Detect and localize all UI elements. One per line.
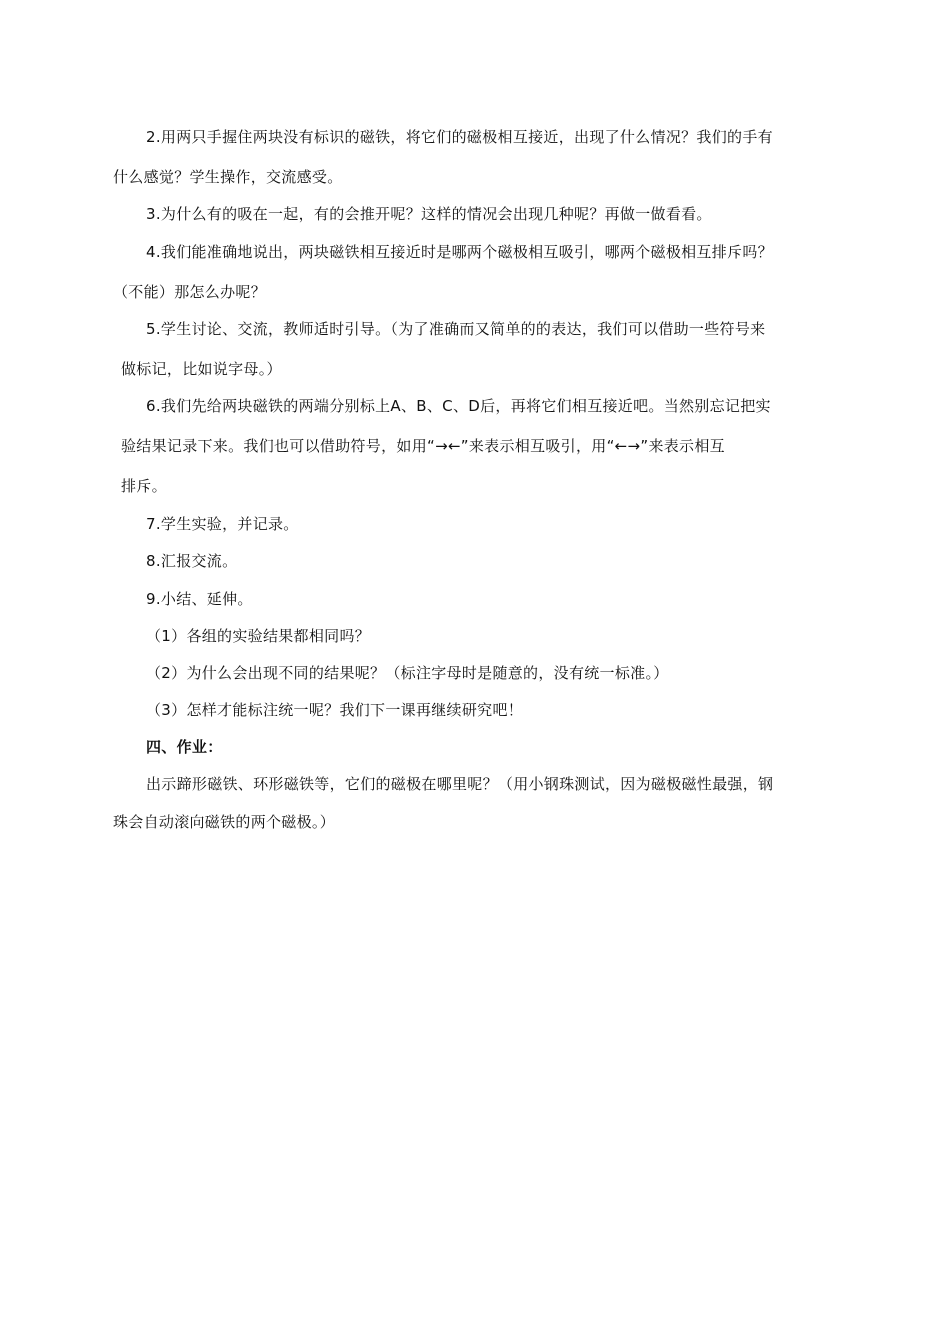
paragraph-9: 9.小结、延伸。 bbox=[146, 590, 253, 608]
paragraph-7: 7.学生实验，并记录。 bbox=[146, 515, 299, 533]
sub-item-3: （3）怎样才能标注统一呢？我们下一课再继续研究吧！ bbox=[146, 701, 524, 719]
paragraph-3: 3.为什么有的吸在一起，有的会推开呢？这样的情况会出现几种呢？再做一做看看。 bbox=[146, 205, 712, 223]
paragraph-2-line-1: 2.用两只手握住两块没有标识的磁铁，将它们的磁极相互接近，出现了什么情况？我们的手有 bbox=[146, 128, 773, 146]
paragraph-5-line-1: 5.学生讨论、交流，教师适时引导。（为了准确而又简单的的表达，我们可以借助一些符号来 bbox=[146, 320, 766, 338]
paragraph-6-line-2: 验结果记录下来。我们也可以借助符号，如用“→←”来表示相互吸引，用“←→”来表示相互 bbox=[121, 437, 725, 455]
paragraph-5-line-2: 做标记，比如说字母。） bbox=[121, 360, 282, 378]
paragraph-6-line-3: 排斥。 bbox=[121, 477, 167, 495]
paragraph-2-line-2: 什么感觉？学生操作，交流感受。 bbox=[113, 168, 343, 186]
paragraph-4-line-1: 4.我们能准确地说出，两块磁铁相互接近时是哪两个磁极相互吸引，哪两个磁极相互排斥吗？ bbox=[146, 243, 773, 261]
section-heading-homework: 四、作业： bbox=[146, 738, 223, 756]
homework-line-1: 出示蹄形磁铁、环形磁铁等，它们的磁极在哪里呢？（用小钢珠测试，因为磁极磁性最强，钢 bbox=[146, 775, 774, 793]
paragraph-8: 8.汇报交流。 bbox=[146, 552, 238, 570]
sub-item-1: （1）各组的实验结果都相同吗？ bbox=[146, 627, 371, 645]
paragraph-4-line-2: （不能）那怎么办呢？ bbox=[113, 283, 267, 301]
sub-item-2: （2）为什么会出现不同的结果呢？（标注字母时是随意的，没有统一标准。） bbox=[146, 664, 669, 682]
paragraph-6-line-1: 6.我们先给两块磁铁的两端分别标上A、B、C、D后，再将它们相互接近吧。当然别忘记把实 bbox=[146, 397, 771, 415]
homework-line-2: 珠会自动滚向磁铁的两个磁极。） bbox=[113, 813, 336, 831]
